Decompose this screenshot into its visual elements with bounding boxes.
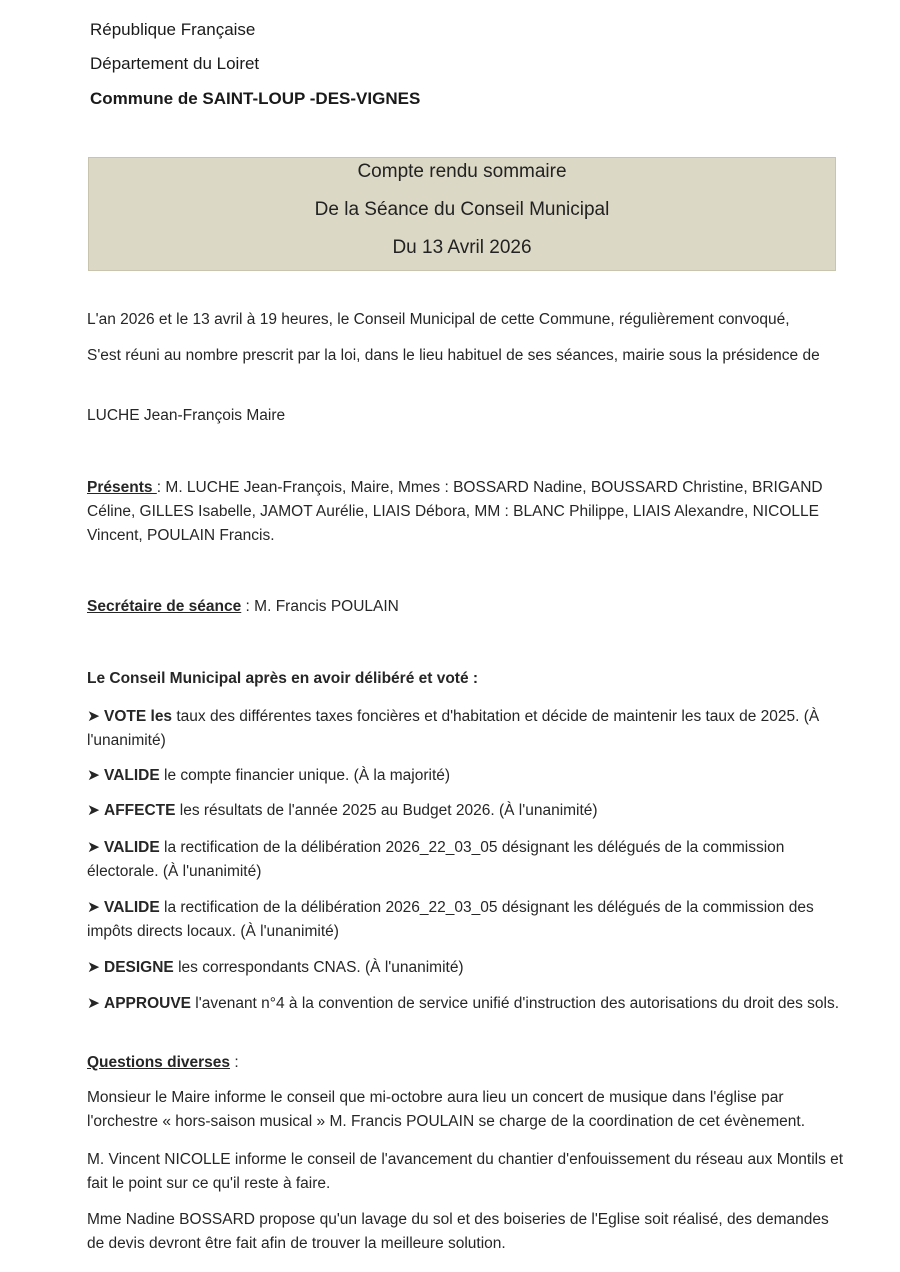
- decision-text: la rectification de la délibération 2026_22_03_05 désignant les délégués de la commission des impôts directs locaux. (À l'unanimité): [87, 899, 814, 940]
- intro-line-1: L'an 2026 et le 13 avril à 19 heures, le Conseil Municipal de cette Commune, régulièrement convoqué,: [87, 311, 790, 328]
- title-banner: [88, 157, 836, 271]
- decision-verb: DESIGNE: [104, 959, 174, 976]
- secretary-text: : M. Francis POULAIN: [241, 598, 399, 615]
- header-commune: Commune de SAINT-LOUP -DES-VIGNES: [90, 89, 421, 108]
- intro-line-3: LUCHE Jean-François Maire: [87, 407, 286, 424]
- questions-suffix: :: [230, 1054, 239, 1071]
- decision-item: [87, 956, 847, 980]
- questions-label: Questions diverses: [87, 1054, 231, 1071]
- banner-line-2: De la Séance du Conseil Municipal: [314, 199, 610, 220]
- arrow-icon: ➤: [87, 767, 100, 784]
- questions-paragraph: Monsieur le Maire informe le conseil que mi-octobre aura lieu un concert de musique dans l'église par l'orchestre « hors-saison musical » M. Francis POULAIN se charge de la coordination de cet évènement.: [87, 1089, 806, 1130]
- banner-line-3: Du 13 Avril 2026: [392, 237, 532, 258]
- arrow-icon: ➤: [87, 899, 100, 916]
- decision-text: les résultats de l'année 2025 au Budget 2026. (À l'unanimité): [175, 802, 598, 819]
- decision-item: [87, 799, 847, 823]
- secretary-label: Secrétaire de séance: [87, 598, 242, 615]
- questions-paragraph: Mme Nadine BOSSARD propose qu'un lavage du sol et des boiseries de l'Eglise soit réalisé, des demandes de devis devront être fait afin de trouver la meilleure solution.: [87, 1211, 829, 1252]
- arrow-icon: ➤: [87, 839, 100, 856]
- arrow-icon: ➤: [87, 995, 100, 1012]
- deliberation-intro: Le Conseil Municipal après en avoir délibéré et voté :: [87, 670, 479, 687]
- banner-line-1: Compte rendu sommaire: [357, 161, 567, 182]
- header-department: Département du Loiret: [90, 54, 260, 73]
- presents-text: : M. LUCHE Jean-François, Maire, Mmes : BOSSARD Nadine, BOUSSARD Christine, BRIGAND Céline, GILLES Isabelle, JAMOT Aurélie, LIAIS Débora, MM : BLANC Philippe, LIAIS Alexandre, NICOLLE Vincent, POULAIN Francis.: [87, 479, 823, 544]
- decision-verb: AFFECTE: [104, 802, 176, 819]
- arrow-icon: ➤: [87, 802, 100, 819]
- decision-verb: VALIDE: [104, 767, 160, 784]
- decision-verb: VOTE les: [104, 708, 173, 725]
- decision-verb: APPROUVE: [104, 995, 191, 1012]
- secretary-paragraph: [87, 595, 847, 619]
- decision-text: le compte financier unique. (À la majorité): [159, 767, 451, 784]
- decision-text: l'avenant n°4 à la convention de service unifié d'instruction des autorisations du droit des sols.: [191, 995, 839, 1012]
- intro-line-2: S'est réuni au nombre prescrit par la loi, dans le lieu habituel de ses séances, mairie sous la présidence de: [87, 347, 820, 364]
- decision-item: [87, 764, 847, 788]
- questions-heading: [87, 1051, 847, 1075]
- header-republic: République Française: [90, 20, 256, 39]
- presents-label: Présents: [87, 479, 157, 496]
- decision-text: la rectification de la délibération 2026_22_03_05 désignant les délégués de la commission électorale. (À l'unanimité): [87, 839, 785, 880]
- decision-verb: VALIDE: [104, 839, 160, 856]
- decision-item: [87, 992, 847, 1016]
- decision-verb: VALIDE: [104, 899, 160, 916]
- decision-item: [87, 896, 847, 944]
- questions-paragraph: M. Vincent NICOLLE informe le conseil de l'avancement du chantier d'enfouissement du réseau aux Montils et fait le point sur ce qu'il reste à faire.: [87, 1151, 844, 1192]
- arrow-icon: ➤: [87, 708, 100, 725]
- decision-text: taux des différentes taxes foncières et d'habitation et décide de maintenir les taux de 2025. (À l'unanimité): [87, 708, 820, 749]
- presents-paragraph: [87, 476, 847, 548]
- arrow-icon: ➤: [87, 959, 100, 976]
- decision-text: les correspondants CNAS. (À l'unanimité): [173, 959, 464, 976]
- decision-item: [87, 705, 847, 753]
- decision-item: [87, 836, 847, 884]
